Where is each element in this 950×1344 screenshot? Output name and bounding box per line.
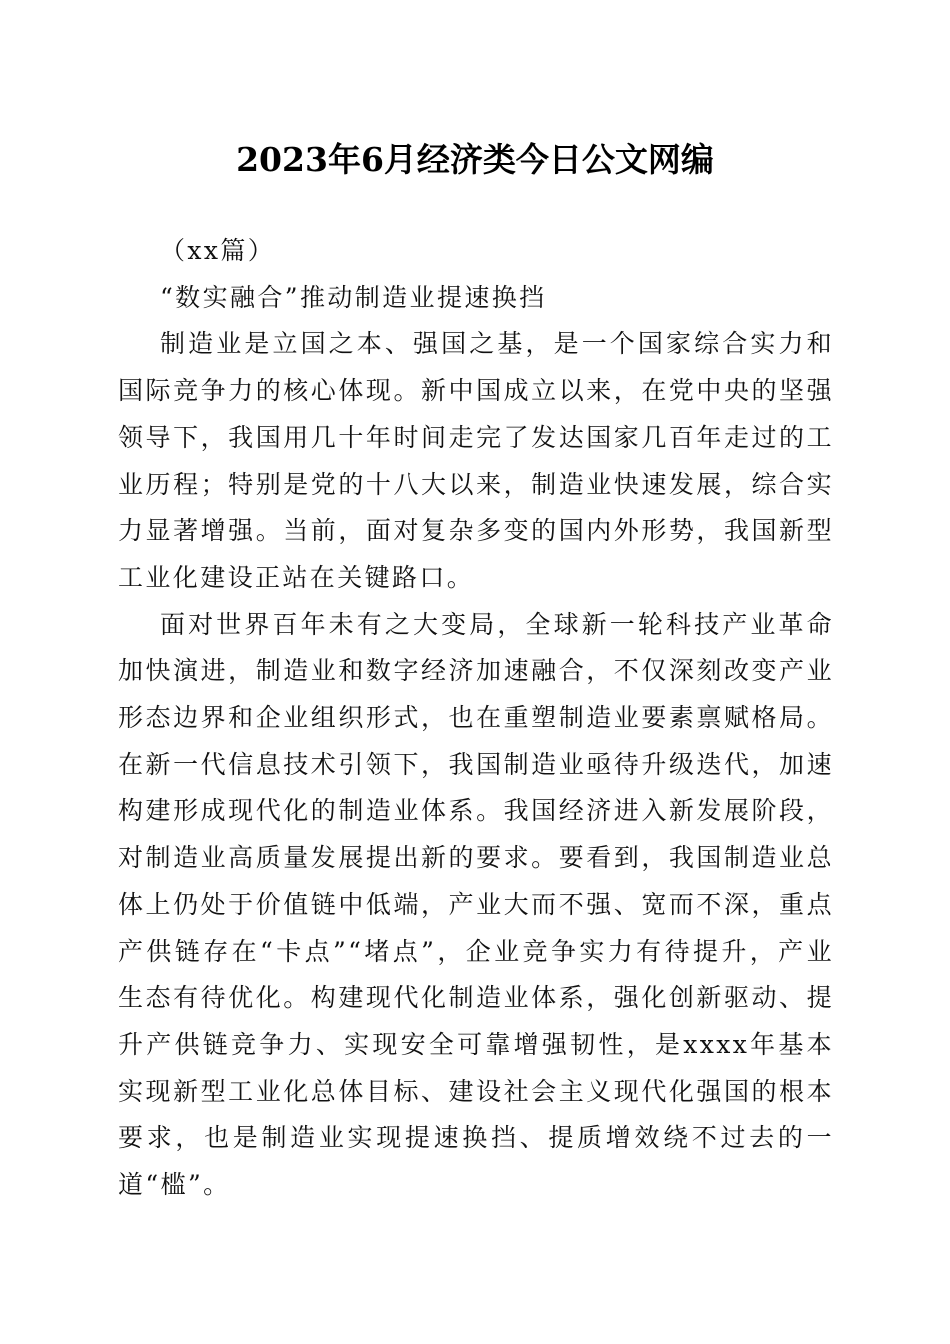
paragraph-2: 面对世界百年未有之大变局，全球新一轮科技产业革命加快演进，制造业和数字经济加速融合，不仅深刻改变产业形态边界和企业组织形式，也在重塑制造业要素禀赋格局。在新一代信息技术引领下，我国制造业亟待升级迭代，加速构建形成现代化的制造业体系。我国经济进入新发展阶段，对制造业高质量发展提出新的要求。要看到，我国制造业总体上仍处于价值链中低端，产业大而不强、宽而不深，重点产供链存在“卡点”“堵点”，企业竞争实力有待提升，产业生态有待优化。构建现代化制造业体系，强化创新驱动、提升产供链竞争力、实现安全可靠增强韧性，是xxxx年基本实现新型工业化总体目标、建设社会主义现代化强国的根本要求，也是制造业实现提速换挡、提质增效绕不过去的一道“槛”。 <box>118 609 834 1200</box>
document-title: 2023年6月经济类今日公文网编 <box>236 140 714 179</box>
article-number-note: （xx篇） <box>160 236 276 265</box>
paragraph-1: 制造业是立国之本、强国之基，是一个国家综合实力和国际竞争力的核心体现。新中国成立以来，在党中央的坚强领导下，我国用几十年时间走完了发达国家几百年走过的工业历程；特别是党的十八大以来，制造业快速发展，综合实力显著增强。当前，面对复杂多变的国内外形势，我国新型工业化建设正站在关键路口。 <box>118 329 834 592</box>
document-body <box>118 228 834 1209</box>
article-subtitle: “数实融合”推动制造业提速换挡 <box>160 282 547 312</box>
